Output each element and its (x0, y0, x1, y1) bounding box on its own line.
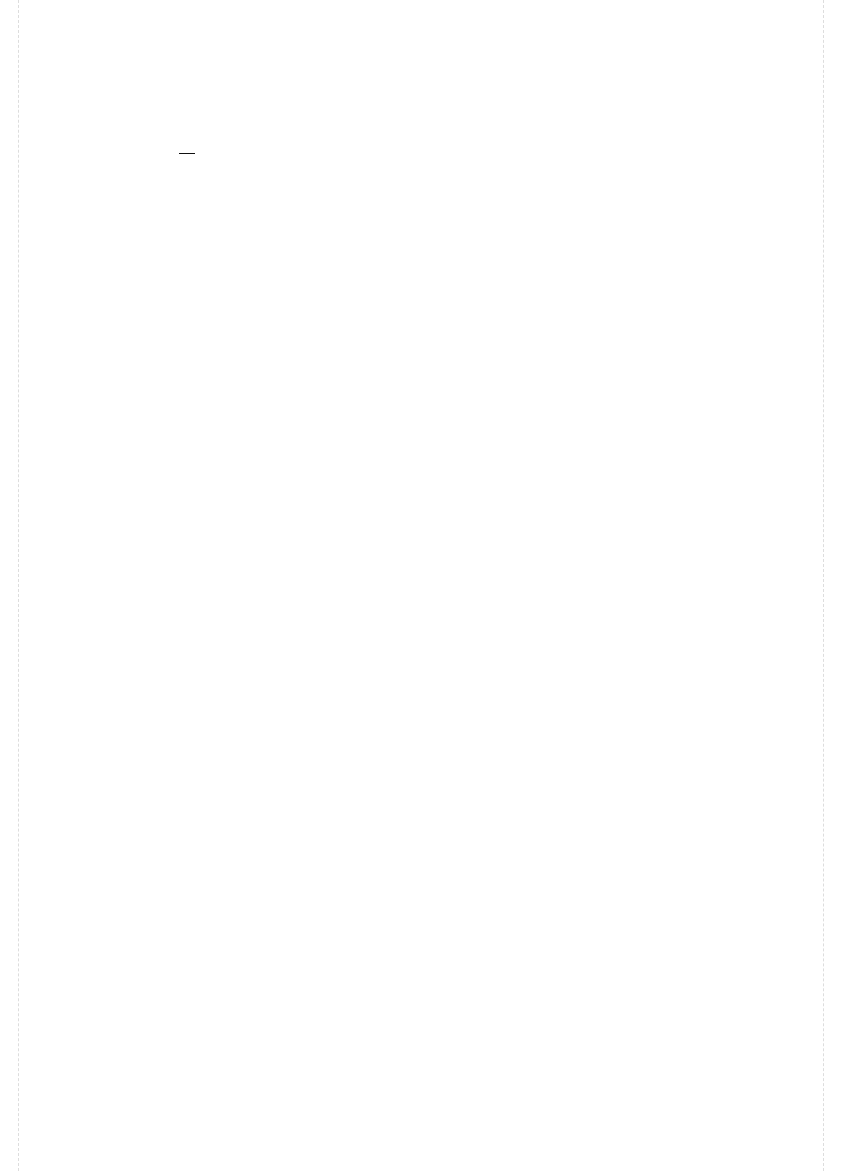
time-signature (179, 152, 195, 155)
source-credit (782, 1116, 798, 1141)
right-watermark-strip (823, 0, 842, 1171)
left-watermark-strip (0, 0, 19, 1171)
